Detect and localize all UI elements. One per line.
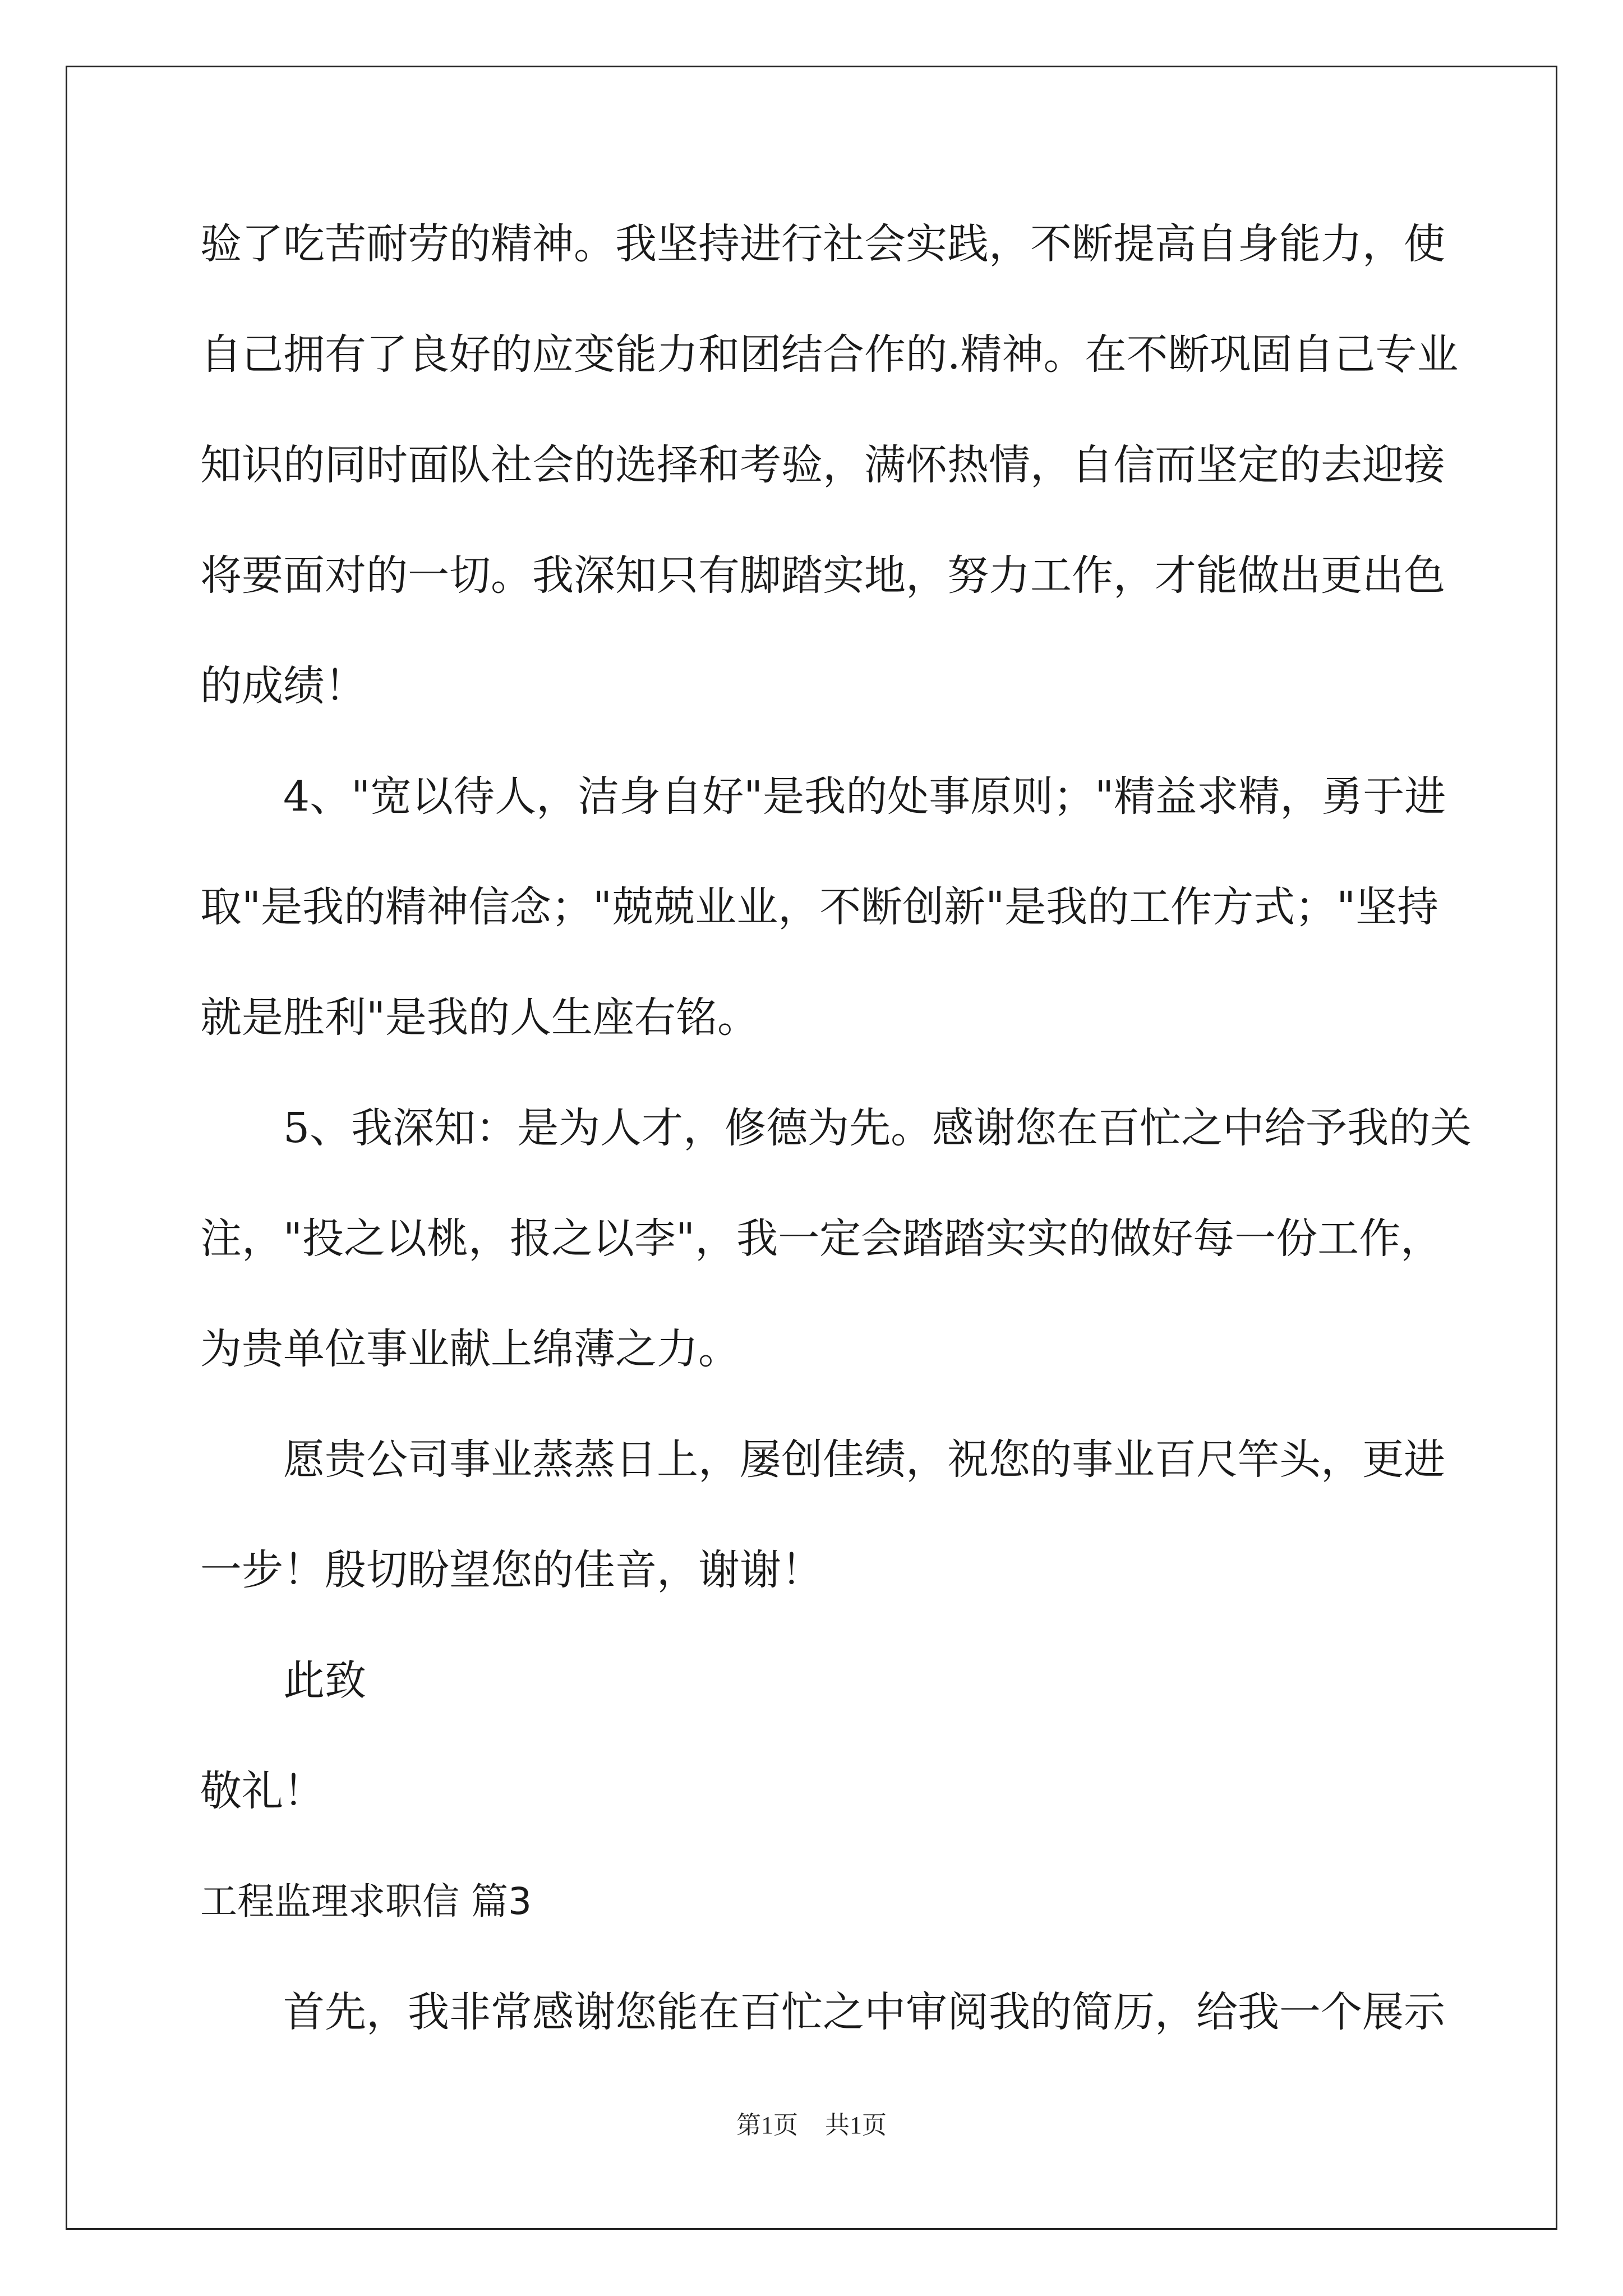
- page-total: 共1页: [825, 2111, 887, 2139]
- paragraph-line: 一步！殷切盼望您的佳音，谢谢！: [200, 1546, 823, 1594]
- paragraph-line: 验了吃苦耐劳的精神。我坚持进行社会实践，不断提高自身能力，使: [200, 220, 1445, 268]
- paragraph-line: 知识的同时面队社会的选择和考验，满怀热情，自信而坚定的去迎接: [200, 441, 1445, 489]
- paragraph-line: 首先，我非常感谢您能在百忙之中审阅我的简历，给我一个展示: [283, 1988, 1445, 2036]
- paragraph-line: 取"是我的精神信念；"兢兢业业，不断创新"是我的工作方式；"坚持: [200, 883, 1439, 931]
- page-footer: [0, 2105, 1623, 2141]
- paragraph-line: 为贵单位事业献上绵薄之力。: [200, 1325, 740, 1373]
- paragraph-line: 4、"宽以待人，洁身自好"是我的处事原则；"精益求精，勇于进: [283, 772, 1446, 821]
- paragraph-line: 的成绩！: [200, 662, 366, 710]
- paragraph-line: 自己拥有了良好的应变能力和团结合作的.精神。在不断巩固自己专业: [200, 330, 1459, 379]
- letter-body: [200, 213, 1472, 2092]
- closing-salutation: 此致: [283, 1657, 366, 1705]
- paragraph-line: 注，"投之以桃，报之以李"，我一定会踏踏实实的做好每一份工作，: [200, 1214, 1442, 1263]
- page-number: 第1页: [736, 2111, 798, 2139]
- paragraph-line: 就是胜利"是我的人生座右铭。: [200, 993, 759, 1042]
- paragraph-line: 将要面对的一切。我深知只有脚踏实地，努力工作，才能做出更出色: [200, 551, 1445, 600]
- paragraph-line: 愿贵公司事业蒸蒸日上，屡创佳绩，祝您的事业百尺竿头，更进: [283, 1435, 1445, 1484]
- paragraph-line: 5、我深知：是为人才，修德为先。感谢您在百忙之中给予我的关: [283, 1104, 1472, 1152]
- section-heading: 工程监理求职信 篇3: [200, 1880, 532, 1923]
- closing-regards: 敬礼！: [200, 1767, 325, 1815]
